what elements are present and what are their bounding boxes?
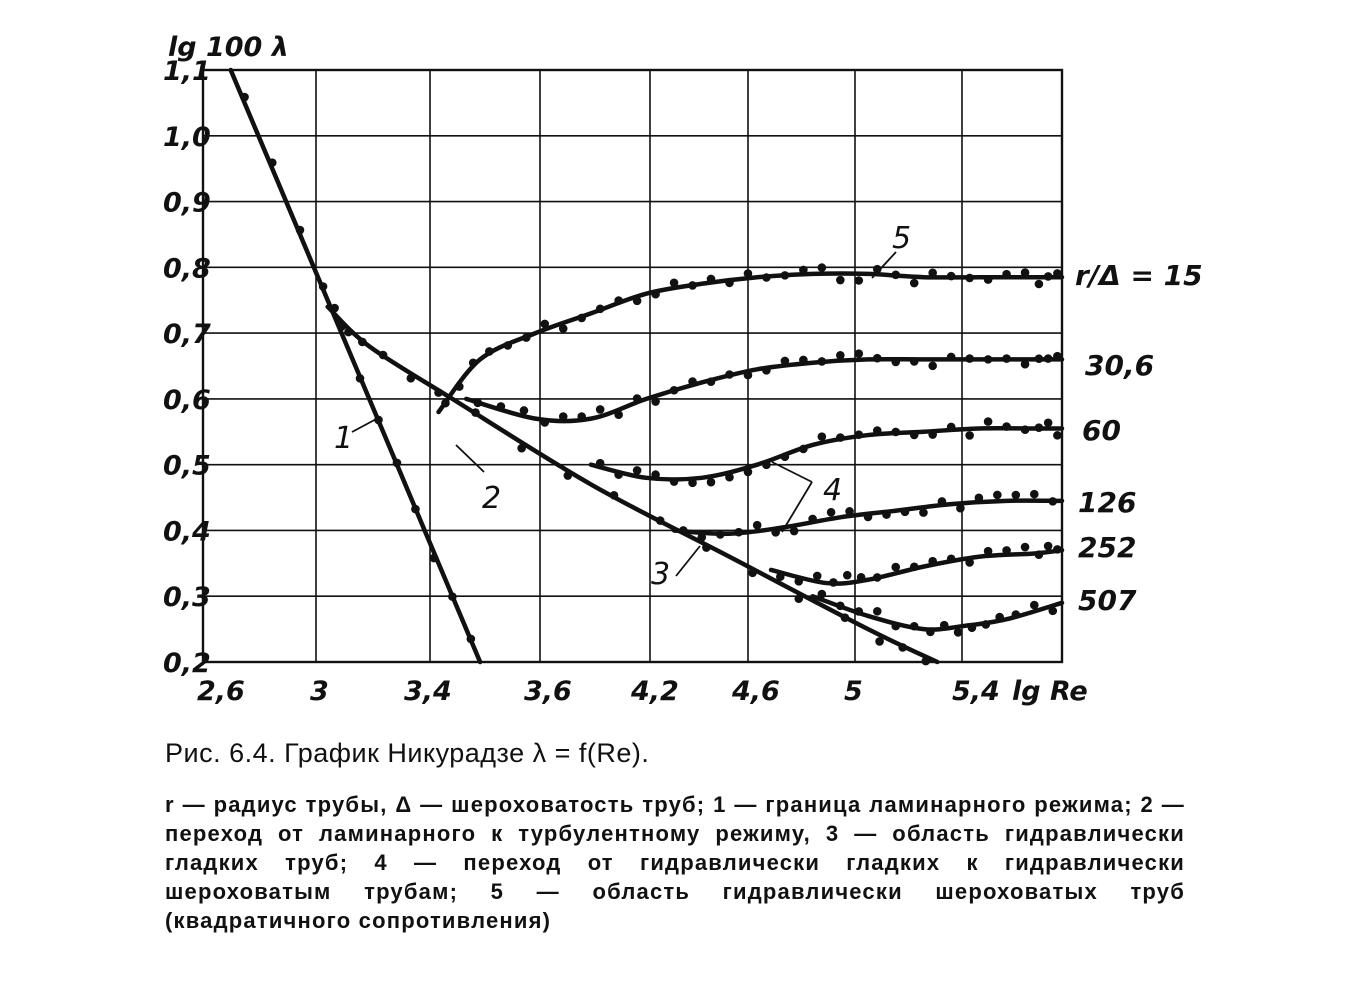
data-point [1035, 280, 1044, 289]
data-point [771, 528, 780, 537]
data-point [473, 399, 482, 408]
data-point [762, 273, 771, 282]
data-point [577, 412, 586, 421]
series-label-1: 30,6 [1085, 349, 1155, 382]
data-point [1053, 431, 1062, 440]
annotation-label-3: 3 [651, 557, 671, 592]
data-point [379, 351, 388, 360]
series-label-4: 252 [1078, 531, 1137, 564]
data-point [854, 607, 863, 616]
annotation-leader-3 [676, 546, 700, 576]
data-point [799, 445, 808, 454]
data-point [469, 359, 478, 368]
data-point [697, 533, 706, 542]
data-point [762, 366, 771, 375]
data-point [854, 430, 863, 439]
data-point [517, 444, 526, 453]
data-point [864, 513, 873, 522]
figure-legend-text: r — радиус трубы, Δ — шероховатость труб; 1 — граница ламинарного режима; 2 — переход от ламинарного к турбулентному режиму, 3 — область гидравлически гладких труб; 4 — переход от гидравлически гладких к гидравлически шероховатым трубам; 5 — область гидравлически шероховатых труб (квадратичного сопротивления) [165, 792, 1185, 933]
data-point [818, 357, 827, 366]
data-point [928, 557, 937, 566]
curve-507 [813, 596, 1062, 629]
data-point [596, 405, 605, 414]
data-point [984, 417, 993, 426]
data-point [1035, 354, 1044, 363]
data-point [1012, 610, 1021, 619]
series-label-0: r/Δ = 15 [1075, 259, 1203, 292]
data-point [707, 478, 716, 487]
data-point [688, 479, 697, 488]
data-point [337, 322, 346, 331]
data-point [873, 573, 882, 582]
data-point [818, 432, 827, 441]
data-point [873, 607, 882, 616]
data-point [1002, 354, 1011, 363]
data-point [748, 569, 757, 578]
data-point [702, 543, 711, 552]
data-point [725, 473, 734, 482]
data-point [670, 477, 679, 486]
data-point [875, 637, 884, 646]
data-point [614, 410, 623, 419]
data-point [813, 572, 822, 581]
data-point [928, 269, 937, 278]
data-point [358, 338, 367, 347]
x-tick-label: 3 [310, 676, 329, 707]
data-point [559, 412, 568, 421]
data-point [688, 281, 697, 290]
data-point [707, 275, 716, 284]
data-point [921, 657, 930, 666]
data-point [898, 643, 907, 652]
data-point [504, 341, 513, 350]
y-tick-label: 0,7 [163, 319, 211, 351]
data-point [651, 470, 660, 479]
data-point [954, 628, 963, 637]
data-point [559, 324, 568, 333]
y-tick-label: 0,5 [163, 450, 211, 482]
data-point [1044, 418, 1053, 427]
data-point [467, 635, 476, 644]
data-point [522, 333, 531, 342]
y-tick-label: 0,2 [163, 648, 211, 679]
data-point [843, 571, 852, 580]
data-point [841, 613, 850, 622]
y-tick-label: 0,3 [163, 582, 211, 614]
data-point [928, 430, 937, 439]
data-point [965, 274, 974, 283]
data-point [670, 278, 679, 287]
data-point [577, 314, 586, 323]
data-point [965, 558, 974, 567]
data-point [1030, 490, 1039, 499]
data-point [836, 601, 845, 610]
data-point [818, 263, 827, 272]
data-point [799, 356, 808, 365]
data-point [1053, 269, 1062, 278]
data-point [688, 377, 697, 386]
data-point [968, 623, 977, 632]
data-point [1002, 270, 1011, 279]
y-tick-label: 1,0 [163, 121, 211, 153]
data-point [984, 275, 993, 284]
data-point [744, 269, 753, 278]
series-label-3: 126 [1078, 486, 1137, 519]
data-point [614, 470, 623, 479]
data-point [1021, 425, 1030, 434]
data-point [1002, 422, 1011, 431]
data-point [781, 357, 790, 366]
data-point [319, 282, 328, 291]
data-point [984, 547, 993, 556]
data-point [1044, 354, 1053, 363]
data-point [430, 554, 439, 563]
series-labels [1075, 259, 1203, 617]
series-label-5: 507 [1078, 584, 1137, 617]
curves-layer [231, 70, 1062, 662]
data-point [928, 361, 937, 370]
data-point [776, 572, 785, 581]
data-point [956, 504, 965, 513]
data-point [407, 374, 416, 383]
data-point [1035, 550, 1044, 559]
x-tick-label: 5,4 [952, 676, 1000, 707]
data-point [910, 431, 919, 440]
data-point [596, 305, 605, 314]
data-point [540, 418, 549, 427]
data-point [1012, 491, 1021, 500]
data-point [926, 628, 935, 637]
data-point [790, 527, 799, 536]
data-point [610, 491, 619, 500]
data-point [901, 508, 910, 517]
data-point [910, 622, 919, 631]
x-tick-label: 4,2 [631, 676, 679, 707]
data-point [829, 578, 838, 587]
x-tick-label: 3,6 [524, 676, 572, 707]
data-point [356, 374, 365, 383]
annotation-leader-1 [352, 417, 380, 432]
data-point [725, 279, 734, 288]
data-point [707, 377, 716, 386]
y-tick-label: 0,8 [163, 253, 211, 285]
data-point [520, 406, 529, 415]
data-point [794, 594, 803, 603]
data-point [1030, 601, 1039, 610]
data-point [781, 271, 790, 280]
data-point [670, 386, 679, 395]
data-point [1002, 546, 1011, 555]
data-point [845, 507, 854, 516]
x-tick-label: 4,6 [732, 676, 780, 707]
data-point [836, 351, 845, 360]
data-point [781, 452, 790, 461]
figure-caption: Рис. 6.4. График Никурадзе λ = f(Re). [165, 738, 650, 768]
y-tick-label: 0,4 [163, 516, 211, 548]
data-point [633, 466, 642, 475]
data-point [734, 528, 743, 537]
data-point [1044, 272, 1053, 281]
y-tick-label: 0,6 [163, 384, 211, 416]
series-label-2: 60 [1082, 414, 1121, 447]
x-axis-title: lg Re [1012, 676, 1088, 707]
x-tick-label: 2,6 [197, 676, 245, 707]
data-point [891, 428, 900, 437]
data-point [891, 358, 900, 367]
data-point [411, 505, 420, 514]
y-axis-title: lg 100 λ [168, 32, 289, 63]
data-point [471, 408, 480, 417]
data-point [268, 158, 277, 167]
data-point [794, 577, 803, 586]
data-point [993, 491, 1002, 500]
y-tick-label: 0,9 [163, 187, 211, 219]
data-point [744, 371, 753, 380]
data-point [947, 353, 956, 362]
data-point [651, 397, 660, 406]
curve-1 [231, 70, 480, 662]
data-point [891, 622, 900, 631]
data-point [393, 459, 402, 468]
data-point [995, 613, 1004, 622]
data-point [497, 402, 506, 411]
data-point [975, 494, 984, 503]
data-point [633, 297, 642, 306]
data-point [651, 290, 660, 299]
data-point [744, 468, 753, 477]
x-tick-labels [197, 676, 1000, 707]
data-point [965, 431, 974, 440]
data-point [947, 555, 956, 564]
data-point [1048, 497, 1057, 506]
data-point [753, 521, 762, 530]
data-point [919, 508, 928, 517]
data-point [614, 296, 623, 305]
data-point [564, 471, 573, 480]
x-tick-label: 3,4 [404, 676, 452, 707]
data-point [891, 270, 900, 279]
data-point [1021, 543, 1030, 552]
data-point [434, 388, 443, 397]
data-point [938, 497, 947, 506]
data-point [1035, 423, 1044, 432]
annotation-leader-2 [456, 445, 484, 472]
data-point [540, 320, 549, 329]
data-point [910, 279, 919, 288]
data-point [984, 355, 993, 364]
annotation-label-4: 4 [823, 473, 843, 508]
x-tick-label: 5 [844, 676, 863, 707]
data-point [818, 590, 827, 599]
data-point [485, 347, 494, 356]
data-point [854, 276, 863, 285]
data-point [330, 304, 339, 313]
data-point [1053, 352, 1062, 361]
data-point [965, 354, 974, 363]
curve-15 [439, 274, 1062, 413]
data-point [947, 272, 956, 281]
data-point [633, 394, 642, 403]
data-point [857, 573, 866, 582]
data-point [891, 563, 900, 572]
data-point [448, 592, 457, 601]
y-tick-label: 1,1 [163, 56, 211, 87]
data-point [762, 461, 771, 470]
curve-60 [591, 428, 1062, 479]
data-point [656, 516, 665, 525]
data-point [716, 530, 725, 539]
data-point [240, 93, 249, 102]
data-point [596, 459, 605, 468]
data-point [836, 276, 845, 285]
data-point [1044, 542, 1053, 551]
data-point [873, 426, 882, 435]
data-point [808, 515, 817, 524]
data-point [1021, 360, 1030, 369]
data-point [910, 357, 919, 366]
data-point [725, 370, 734, 379]
data-point [882, 510, 891, 519]
data-point [344, 328, 353, 337]
data-point [836, 433, 845, 442]
data-point [441, 399, 450, 408]
data-point [1053, 545, 1062, 554]
data-point [910, 562, 919, 571]
data-point [679, 526, 688, 535]
data-point [873, 354, 882, 363]
data-point [947, 423, 956, 432]
data-point [981, 620, 990, 629]
data-point [854, 349, 863, 358]
data-point [1021, 268, 1030, 277]
data-point [940, 621, 949, 630]
annotation-label-2: 2 [482, 481, 502, 516]
data-point [799, 266, 808, 275]
annotation-label-5: 5 [892, 221, 912, 256]
annotation-label-1: 1 [334, 421, 354, 456]
data-point [455, 382, 464, 391]
data-point [296, 226, 305, 235]
data-point [827, 508, 836, 517]
data-point [1048, 607, 1057, 616]
